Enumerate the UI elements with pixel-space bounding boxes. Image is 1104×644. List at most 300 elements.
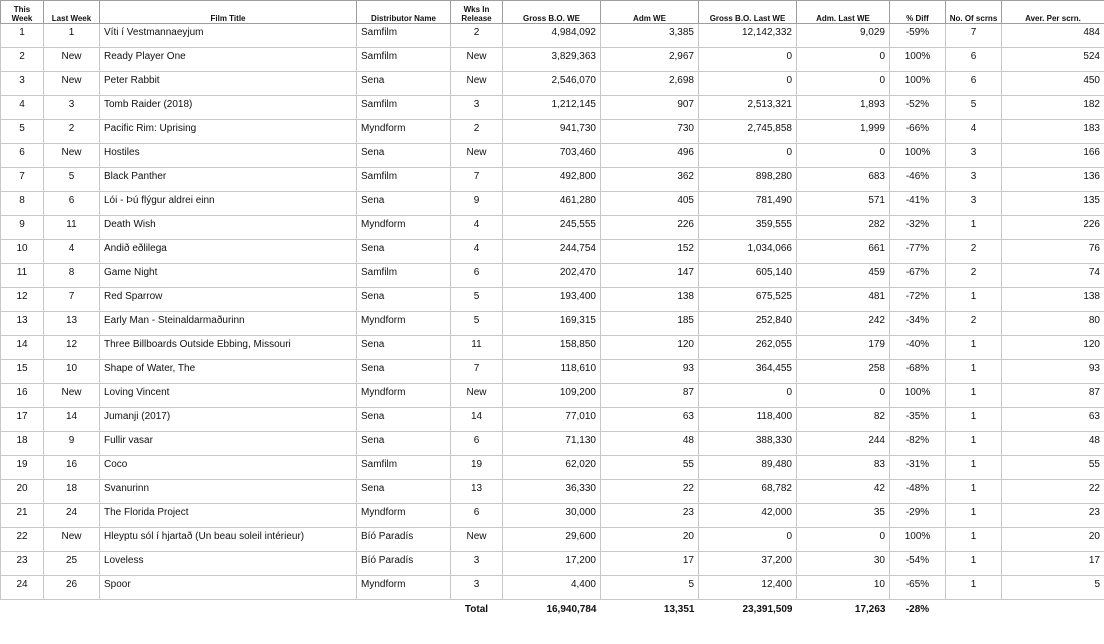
cell-average-per-screen: 74	[1002, 264, 1104, 288]
table-row	[1, 168, 1104, 192]
cell-adm-we: 63	[601, 408, 699, 432]
cell-film-title: Spoor	[100, 576, 357, 600]
cell-average-per-screen: 87	[1002, 384, 1104, 408]
cell-average-per-screen: 182	[1002, 96, 1104, 120]
cell-this-week: 1	[1, 24, 44, 48]
cell-gross-we: 109,200	[503, 384, 601, 408]
cell-adm-we: 17	[601, 552, 699, 576]
cell-gross-we: 17,200	[503, 552, 601, 576]
cell-weeks-in-release: New	[451, 48, 503, 72]
cell-adm-we: 23	[601, 504, 699, 528]
cell-adm-last-we: 459	[797, 264, 890, 288]
cell-film-title: Red Sparrow	[100, 288, 357, 312]
cell-adm-we: 185	[601, 312, 699, 336]
cell-percent-diff: 100%	[890, 144, 946, 168]
cell-adm-last-we: 0	[797, 528, 890, 552]
table-row	[1, 192, 1104, 216]
cell-percent-diff: -34%	[890, 312, 946, 336]
total-spacer	[1, 600, 451, 618]
cell-distributor: Samfilm	[357, 456, 451, 480]
col-adm-last-we: Adm. Last WE	[797, 1, 890, 24]
cell-this-week: 11	[1, 264, 44, 288]
cell-adm-we: 2,967	[601, 48, 699, 72]
table-row	[1, 432, 1104, 456]
cell-adm-last-we: 10	[797, 576, 890, 600]
cell-percent-diff: -66%	[890, 120, 946, 144]
cell-screens: 1	[946, 360, 1002, 384]
cell-adm-last-we: 242	[797, 312, 890, 336]
cell-last-week: New	[44, 144, 100, 168]
cell-average-per-screen: 23	[1002, 504, 1104, 528]
cell-weeks-in-release: 19	[451, 456, 503, 480]
total-empty	[946, 600, 1002, 618]
cell-this-week: 23	[1, 552, 44, 576]
total-empty	[1002, 600, 1104, 618]
cell-last-week: 24	[44, 504, 100, 528]
cell-this-week: 14	[1, 336, 44, 360]
col-adm-we: Adm WE	[601, 1, 699, 24]
cell-adm-last-we: 683	[797, 168, 890, 192]
cell-this-week: 13	[1, 312, 44, 336]
cell-film-title: Tomb Raider (2018)	[100, 96, 357, 120]
cell-this-week: 12	[1, 288, 44, 312]
cell-weeks-in-release: 14	[451, 408, 503, 432]
cell-percent-diff: -77%	[890, 240, 946, 264]
cell-film-title: Loveless	[100, 552, 357, 576]
cell-distributor: Sena	[357, 360, 451, 384]
cell-screens: 1	[946, 456, 1002, 480]
cell-average-per-screen: 136	[1002, 168, 1104, 192]
col-distributor: Distributor Name	[357, 1, 451, 24]
cell-average-per-screen: 226	[1002, 216, 1104, 240]
cell-this-week: 7	[1, 168, 44, 192]
cell-last-week: 3	[44, 96, 100, 120]
cell-distributor: Samfilm	[357, 264, 451, 288]
col-percent-diff: % Diff	[890, 1, 946, 24]
cell-adm-last-we: 83	[797, 456, 890, 480]
cell-last-week: 18	[44, 480, 100, 504]
cell-weeks-in-release: 2	[451, 24, 503, 48]
cell-distributor: Sena	[357, 408, 451, 432]
cell-screens: 2	[946, 240, 1002, 264]
table-row	[1, 288, 1104, 312]
cell-average-per-screen: 5	[1002, 576, 1104, 600]
cell-percent-diff: 100%	[890, 528, 946, 552]
cell-screens: 5	[946, 96, 1002, 120]
cell-adm-last-we: 42	[797, 480, 890, 504]
cell-gross-we: 461,280	[503, 192, 601, 216]
cell-film-title: Peter Rabbit	[100, 72, 357, 96]
cell-percent-diff: -31%	[890, 456, 946, 480]
cell-distributor: Sena	[357, 72, 451, 96]
cell-weeks-in-release: 6	[451, 504, 503, 528]
cell-film-title: Game Night	[100, 264, 357, 288]
total-adm-last-we: 17,263	[797, 600, 890, 618]
cell-average-per-screen: 55	[1002, 456, 1104, 480]
cell-adm-we: 22	[601, 480, 699, 504]
cell-screens: 3	[946, 192, 1002, 216]
table-row	[1, 48, 1104, 72]
cell-last-week: New	[44, 48, 100, 72]
cell-average-per-screen: 138	[1002, 288, 1104, 312]
cell-percent-diff: 100%	[890, 384, 946, 408]
cell-gross-last-we: 605,140	[699, 264, 797, 288]
cell-weeks-in-release: 3	[451, 96, 503, 120]
cell-adm-last-we: 30	[797, 552, 890, 576]
cell-gross-we: 3,829,363	[503, 48, 601, 72]
cell-last-week: 12	[44, 336, 100, 360]
col-gross-last-we: Gross B.O. Last WE	[699, 1, 797, 24]
cell-adm-we: 48	[601, 432, 699, 456]
table-row	[1, 504, 1104, 528]
cell-weeks-in-release: 7	[451, 168, 503, 192]
cell-adm-last-we: 0	[797, 384, 890, 408]
cell-adm-we: 87	[601, 384, 699, 408]
cell-percent-diff: -48%	[890, 480, 946, 504]
cell-screens: 1	[946, 528, 1002, 552]
cell-adm-we: 907	[601, 96, 699, 120]
cell-percent-diff: -68%	[890, 360, 946, 384]
cell-screens: 1	[946, 408, 1002, 432]
table-row	[1, 576, 1104, 600]
cell-percent-diff: -72%	[890, 288, 946, 312]
cell-distributor: Sena	[357, 288, 451, 312]
cell-percent-diff: -54%	[890, 552, 946, 576]
cell-adm-we: 55	[601, 456, 699, 480]
table-row	[1, 480, 1104, 504]
table-row	[1, 96, 1104, 120]
cell-adm-last-we: 481	[797, 288, 890, 312]
cell-film-title: Jumanji (2017)	[100, 408, 357, 432]
cell-this-week: 24	[1, 576, 44, 600]
cell-last-week: 4	[44, 240, 100, 264]
cell-adm-we: 496	[601, 144, 699, 168]
cell-this-week: 3	[1, 72, 44, 96]
cell-film-title: Fullir vasar	[100, 432, 357, 456]
cell-film-title: Black Panther	[100, 168, 357, 192]
cell-adm-last-we: 9,029	[797, 24, 890, 48]
cell-adm-we: 226	[601, 216, 699, 240]
cell-weeks-in-release: 13	[451, 480, 503, 504]
cell-weeks-in-release: 3	[451, 552, 503, 576]
col-weeks-in-release: Wks In Release	[451, 1, 503, 24]
cell-adm-we: 730	[601, 120, 699, 144]
cell-gross-we: 169,315	[503, 312, 601, 336]
table-body	[1, 24, 1104, 600]
cell-gross-we: 36,330	[503, 480, 601, 504]
cell-gross-last-we: 1,034,066	[699, 240, 797, 264]
table-row	[1, 144, 1104, 168]
cell-gross-last-we: 2,513,321	[699, 96, 797, 120]
cell-adm-we: 2,698	[601, 72, 699, 96]
cell-last-week: 9	[44, 432, 100, 456]
total-gross-we: 16,940,784	[503, 600, 601, 618]
cell-average-per-screen: 183	[1002, 120, 1104, 144]
cell-last-week: New	[44, 384, 100, 408]
cell-film-title: The Florida Project	[100, 504, 357, 528]
cell-screens: 1	[946, 576, 1002, 600]
cell-last-week: 10	[44, 360, 100, 384]
cell-screens: 1	[946, 216, 1002, 240]
cell-adm-last-we: 0	[797, 72, 890, 96]
cell-film-title: Ready Player One	[100, 48, 357, 72]
col-gross-we: Gross B.O. WE	[503, 1, 601, 24]
cell-adm-we: 5	[601, 576, 699, 600]
total-percent-diff: -28%	[890, 600, 946, 618]
cell-this-week: 2	[1, 48, 44, 72]
cell-gross-last-we: 12,400	[699, 576, 797, 600]
cell-last-week: 26	[44, 576, 100, 600]
cell-this-week: 4	[1, 96, 44, 120]
cell-gross-last-we: 388,330	[699, 432, 797, 456]
cell-gross-last-we: 0	[699, 72, 797, 96]
cell-weeks-in-release: New	[451, 384, 503, 408]
cell-adm-last-we: 282	[797, 216, 890, 240]
cell-last-week: 5	[44, 168, 100, 192]
cell-distributor: Myndform	[357, 120, 451, 144]
cell-film-title: Three Billboards Outside Ebbing, Missouri	[100, 336, 357, 360]
cell-weeks-in-release: 7	[451, 360, 503, 384]
cell-average-per-screen: 93	[1002, 360, 1104, 384]
cell-percent-diff: -35%	[890, 408, 946, 432]
cell-gross-we: 941,730	[503, 120, 601, 144]
cell-distributor: Myndform	[357, 384, 451, 408]
cell-last-week: 25	[44, 552, 100, 576]
cell-adm-we: 147	[601, 264, 699, 288]
cell-distributor: Samfilm	[357, 96, 451, 120]
cell-distributor: Sena	[357, 192, 451, 216]
cell-this-week: 9	[1, 216, 44, 240]
cell-film-title: Early Man - Steinaldarmaðurinn	[100, 312, 357, 336]
cell-gross-last-we: 364,455	[699, 360, 797, 384]
cell-this-week: 8	[1, 192, 44, 216]
cell-distributor: Bíó Paradís	[357, 552, 451, 576]
cell-film-title: Svanurinn	[100, 480, 357, 504]
cell-distributor: Samfilm	[357, 24, 451, 48]
cell-average-per-screen: 80	[1002, 312, 1104, 336]
cell-gross-last-we: 42,000	[699, 504, 797, 528]
cell-average-per-screen: 76	[1002, 240, 1104, 264]
col-film-title: Film Title	[100, 1, 357, 24]
cell-adm-last-we: 82	[797, 408, 890, 432]
cell-percent-diff: -40%	[890, 336, 946, 360]
cell-film-title: Lói - Þú flýgur aldrei einn	[100, 192, 357, 216]
cell-gross-last-we: 0	[699, 144, 797, 168]
cell-screens: 3	[946, 144, 1002, 168]
cell-average-per-screen: 63	[1002, 408, 1104, 432]
cell-screens: 1	[946, 288, 1002, 312]
cell-gross-last-we: 12,142,332	[699, 24, 797, 48]
cell-film-title: Shape of Water, The	[100, 360, 357, 384]
col-last-week: Last Week	[44, 1, 100, 24]
cell-weeks-in-release: New	[451, 528, 503, 552]
cell-average-per-screen: 20	[1002, 528, 1104, 552]
cell-film-title: Coco	[100, 456, 357, 480]
cell-adm-we: 93	[601, 360, 699, 384]
cell-percent-diff: -52%	[890, 96, 946, 120]
table-row	[1, 240, 1104, 264]
cell-this-week: 15	[1, 360, 44, 384]
cell-gross-last-we: 359,555	[699, 216, 797, 240]
cell-distributor: Myndform	[357, 576, 451, 600]
cell-distributor: Sena	[357, 336, 451, 360]
cell-last-week: 1	[44, 24, 100, 48]
cell-this-week: 20	[1, 480, 44, 504]
cell-gross-last-we: 0	[699, 384, 797, 408]
cell-gross-we: 244,754	[503, 240, 601, 264]
cell-adm-last-we: 35	[797, 504, 890, 528]
cell-average-per-screen: 135	[1002, 192, 1104, 216]
table-row	[1, 456, 1104, 480]
table-row	[1, 360, 1104, 384]
table-row	[1, 72, 1104, 96]
cell-percent-diff: -32%	[890, 216, 946, 240]
cell-adm-we: 405	[601, 192, 699, 216]
cell-this-week: 21	[1, 504, 44, 528]
cell-average-per-screen: 22	[1002, 480, 1104, 504]
cell-adm-last-we: 1,893	[797, 96, 890, 120]
cell-distributor: Myndform	[357, 504, 451, 528]
cell-percent-diff: 100%	[890, 48, 946, 72]
cell-weeks-in-release: 6	[451, 264, 503, 288]
cell-gross-we: 29,600	[503, 528, 601, 552]
cell-last-week: New	[44, 528, 100, 552]
table-row	[1, 384, 1104, 408]
cell-gross-last-we: 68,782	[699, 480, 797, 504]
total-row	[1, 600, 1104, 618]
cell-percent-diff: -59%	[890, 24, 946, 48]
cell-screens: 1	[946, 552, 1002, 576]
cell-this-week: 10	[1, 240, 44, 264]
cell-average-per-screen: 17	[1002, 552, 1104, 576]
cell-this-week: 18	[1, 432, 44, 456]
cell-screens: 2	[946, 264, 1002, 288]
cell-weeks-in-release: 5	[451, 288, 503, 312]
cell-weeks-in-release: 11	[451, 336, 503, 360]
cell-last-week: 6	[44, 192, 100, 216]
cell-gross-we: 118,610	[503, 360, 601, 384]
cell-this-week: 16	[1, 384, 44, 408]
cell-weeks-in-release: 6	[451, 432, 503, 456]
cell-this-week: 17	[1, 408, 44, 432]
cell-adm-we: 120	[601, 336, 699, 360]
cell-average-per-screen: 166	[1002, 144, 1104, 168]
cell-percent-diff: -29%	[890, 504, 946, 528]
cell-last-week: 8	[44, 264, 100, 288]
cell-adm-we: 138	[601, 288, 699, 312]
cell-weeks-in-release: New	[451, 72, 503, 96]
cell-last-week: 7	[44, 288, 100, 312]
cell-average-per-screen: 524	[1002, 48, 1104, 72]
table-row	[1, 24, 1104, 48]
table-row	[1, 120, 1104, 144]
cell-this-week: 22	[1, 528, 44, 552]
cell-percent-diff: 100%	[890, 72, 946, 96]
cell-average-per-screen: 120	[1002, 336, 1104, 360]
cell-adm-last-we: 661	[797, 240, 890, 264]
cell-screens: 1	[946, 336, 1002, 360]
col-average-per-screen: Aver. Per scrn.	[1002, 1, 1104, 24]
cell-weeks-in-release: New	[451, 144, 503, 168]
cell-gross-last-we: 898,280	[699, 168, 797, 192]
cell-film-title: Pacific Rim: Uprising	[100, 120, 357, 144]
cell-film-title: Víti í Vestmannaeyjum	[100, 24, 357, 48]
cell-adm-we: 3,385	[601, 24, 699, 48]
cell-adm-last-we: 179	[797, 336, 890, 360]
cell-last-week: 14	[44, 408, 100, 432]
cell-last-week: 11	[44, 216, 100, 240]
cell-adm-last-we: 0	[797, 48, 890, 72]
cell-last-week: 16	[44, 456, 100, 480]
cell-screens: 4	[946, 120, 1002, 144]
cell-weeks-in-release: 2	[451, 120, 503, 144]
cell-film-title: Death Wish	[100, 216, 357, 240]
cell-percent-diff: -65%	[890, 576, 946, 600]
cell-adm-last-we: 1,999	[797, 120, 890, 144]
cell-distributor: Myndform	[357, 312, 451, 336]
cell-gross-we: 245,555	[503, 216, 601, 240]
cell-screens: 1	[946, 384, 1002, 408]
cell-average-per-screen: 484	[1002, 24, 1104, 48]
cell-film-title: Andið eðlilega	[100, 240, 357, 264]
cell-screens: 3	[946, 168, 1002, 192]
cell-gross-we: 4,400	[503, 576, 601, 600]
cell-film-title: Loving Vincent	[100, 384, 357, 408]
cell-gross-last-we: 0	[699, 528, 797, 552]
cell-gross-we: 30,000	[503, 504, 601, 528]
total-adm-we: 13,351	[601, 600, 699, 618]
cell-adm-we: 20	[601, 528, 699, 552]
cell-adm-we: 362	[601, 168, 699, 192]
cell-gross-we: 492,800	[503, 168, 601, 192]
cell-gross-last-we: 781,490	[699, 192, 797, 216]
cell-film-title: Hleyptu sól í hjartað (Un beau soleil intérieur)	[100, 528, 357, 552]
cell-gross-we: 2,546,070	[503, 72, 601, 96]
total-label: Total	[451, 600, 503, 618]
cell-adm-last-we: 0	[797, 144, 890, 168]
cell-gross-we: 158,850	[503, 336, 601, 360]
cell-percent-diff: -46%	[890, 168, 946, 192]
cell-last-week: 2	[44, 120, 100, 144]
cell-last-week: 13	[44, 312, 100, 336]
cell-screens: 1	[946, 432, 1002, 456]
table-row	[1, 264, 1104, 288]
cell-last-week: New	[44, 72, 100, 96]
cell-this-week: 5	[1, 120, 44, 144]
cell-gross-we: 62,020	[503, 456, 601, 480]
cell-weeks-in-release: 4	[451, 216, 503, 240]
cell-adm-last-we: 571	[797, 192, 890, 216]
cell-adm-we: 152	[601, 240, 699, 264]
cell-screens: 1	[946, 504, 1002, 528]
cell-distributor: Sena	[357, 480, 451, 504]
table-row	[1, 408, 1104, 432]
cell-gross-last-we: 262,055	[699, 336, 797, 360]
cell-percent-diff: -41%	[890, 192, 946, 216]
cell-weeks-in-release: 9	[451, 192, 503, 216]
cell-gross-we: 71,130	[503, 432, 601, 456]
table-row	[1, 336, 1104, 360]
cell-weeks-in-release: 4	[451, 240, 503, 264]
cell-screens: 2	[946, 312, 1002, 336]
cell-distributor: Samfilm	[357, 168, 451, 192]
cell-gross-last-we: 37,200	[699, 552, 797, 576]
cell-gross-last-we: 118,400	[699, 408, 797, 432]
table-row	[1, 552, 1104, 576]
cell-gross-we: 4,984,092	[503, 24, 601, 48]
cell-distributor: Bíó Paradís	[357, 528, 451, 552]
cell-weeks-in-release: 5	[451, 312, 503, 336]
